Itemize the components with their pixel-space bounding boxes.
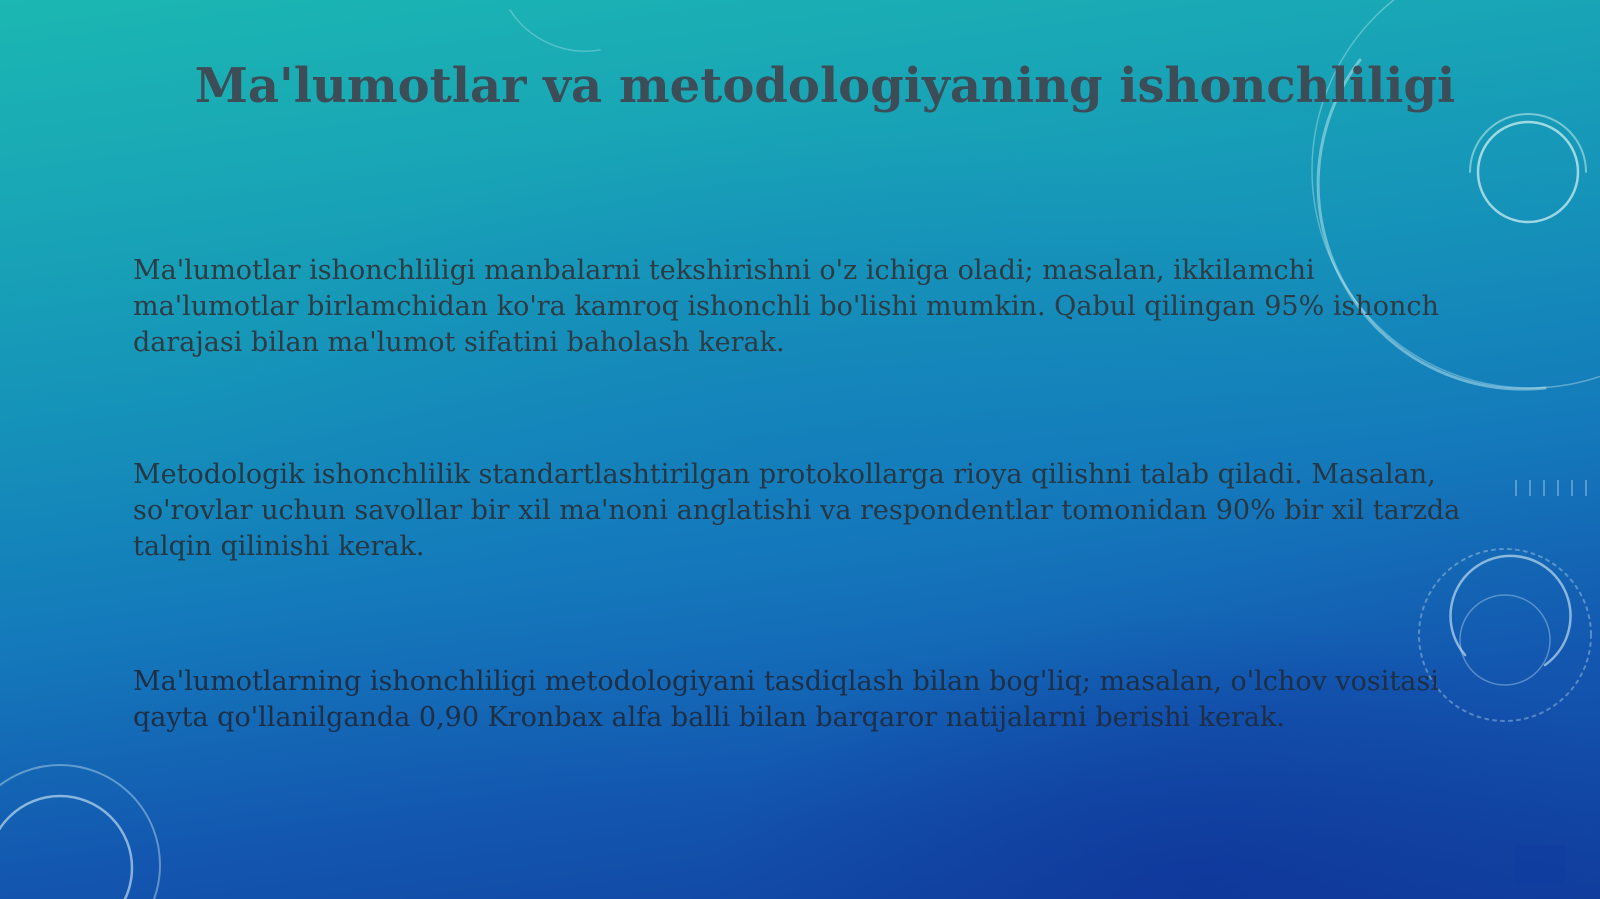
paragraph-data-reliability: Ma'lumotlar ishonchliligi manbalarni tekshirishni o'z ichiga oladi; masalan, ikkilamchi ma'lumotlar birlamchidan ko'ra kamroq ishonchli bo'lishi mumkin. Qabul qilingan 95% ishonch darajasi bilan ma'lumot sifatini baholash kerak.	[133, 255, 1439, 358]
deco-corner-patch	[1515, 845, 1565, 885]
deco-circle-top-right-small	[1478, 122, 1578, 222]
deco-circle-bottom-left-outer	[0, 765, 160, 899]
deco-ticks	[1516, 480, 1586, 496]
deco-arc-top-center	[510, 10, 600, 51]
deco-circle-bottom-left-inner	[0, 796, 132, 899]
slide-title: Ma'lumotlar va metodologiyaning ishonchliligi	[194, 58, 1456, 114]
paragraph-methodological-reliability: Metodologik ishonchlilik standartlashtirilgan protokollarga rioya qilishni talab qiladi. Masalan, so'rovlar uchun savollar bir xil ma'noni anglatishi va respondentlar tomonidan 90% bir xil tarzda talqin qilinishi kerak.	[133, 459, 1461, 562]
deco-arc-top-right-small	[1470, 114, 1586, 172]
deco-arc-right-mid	[1451, 556, 1571, 665]
paragraph-validation: Ma'lumotlarning ishonchliligi metodologiyani tasdiqlash bilan bog'liq; masalan, o'lchov vositasi qayta qo'llanilganda 0,90 Kronbax alfa balli bilan barqaror natijalarni berishi kerak.	[133, 666, 1439, 733]
